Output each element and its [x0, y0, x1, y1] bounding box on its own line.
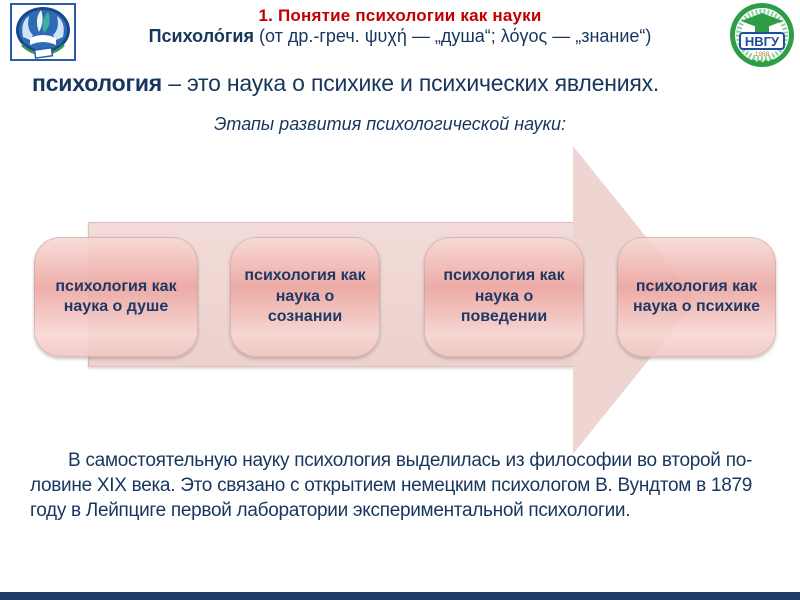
stage-box-soul: психология как наука о душе — [34, 237, 198, 357]
slide-title: 1. Понятие психологии как науки — [258, 6, 542, 25]
stages-heading: Этапы развития психологической науки: — [213, 114, 567, 134]
stage-box-behavior: психология как наука о поведении — [424, 237, 584, 357]
founding-year: 1988 — [754, 51, 770, 58]
stage-box-consciousness: психология как наука о сознании — [230, 237, 380, 357]
stage-box-psyche: психология как наука о психике — [617, 237, 776, 357]
statement-definition: – это наука о психике и психических явлениях. — [162, 70, 660, 96]
subtitle-etymology: (от др.-греч. ψυχή — „душа“; λόγος — „знание“) — [253, 26, 652, 46]
university-abbr: НВГУ — [744, 34, 780, 49]
scroll-icon — [35, 48, 53, 58]
graduation-cap-base — [755, 25, 769, 32]
subtitle-term: Психоло́гия — [148, 26, 254, 46]
history-paragraph: В самостоятельную науку психология выделилась из философии во второй по-ловине XIX века. Это связано с открытием немецким психологом В. Вундтом в 1879 году в Лейпциге первой лаборатории экспериментальной психологии. — [30, 450, 752, 522]
slide-subtitle — [0, 26, 800, 47]
university-emblem-right — [726, 2, 798, 70]
definition-statement — [32, 70, 772, 97]
statement-term: психология — [32, 70, 163, 96]
footer-bar — [0, 592, 800, 600]
